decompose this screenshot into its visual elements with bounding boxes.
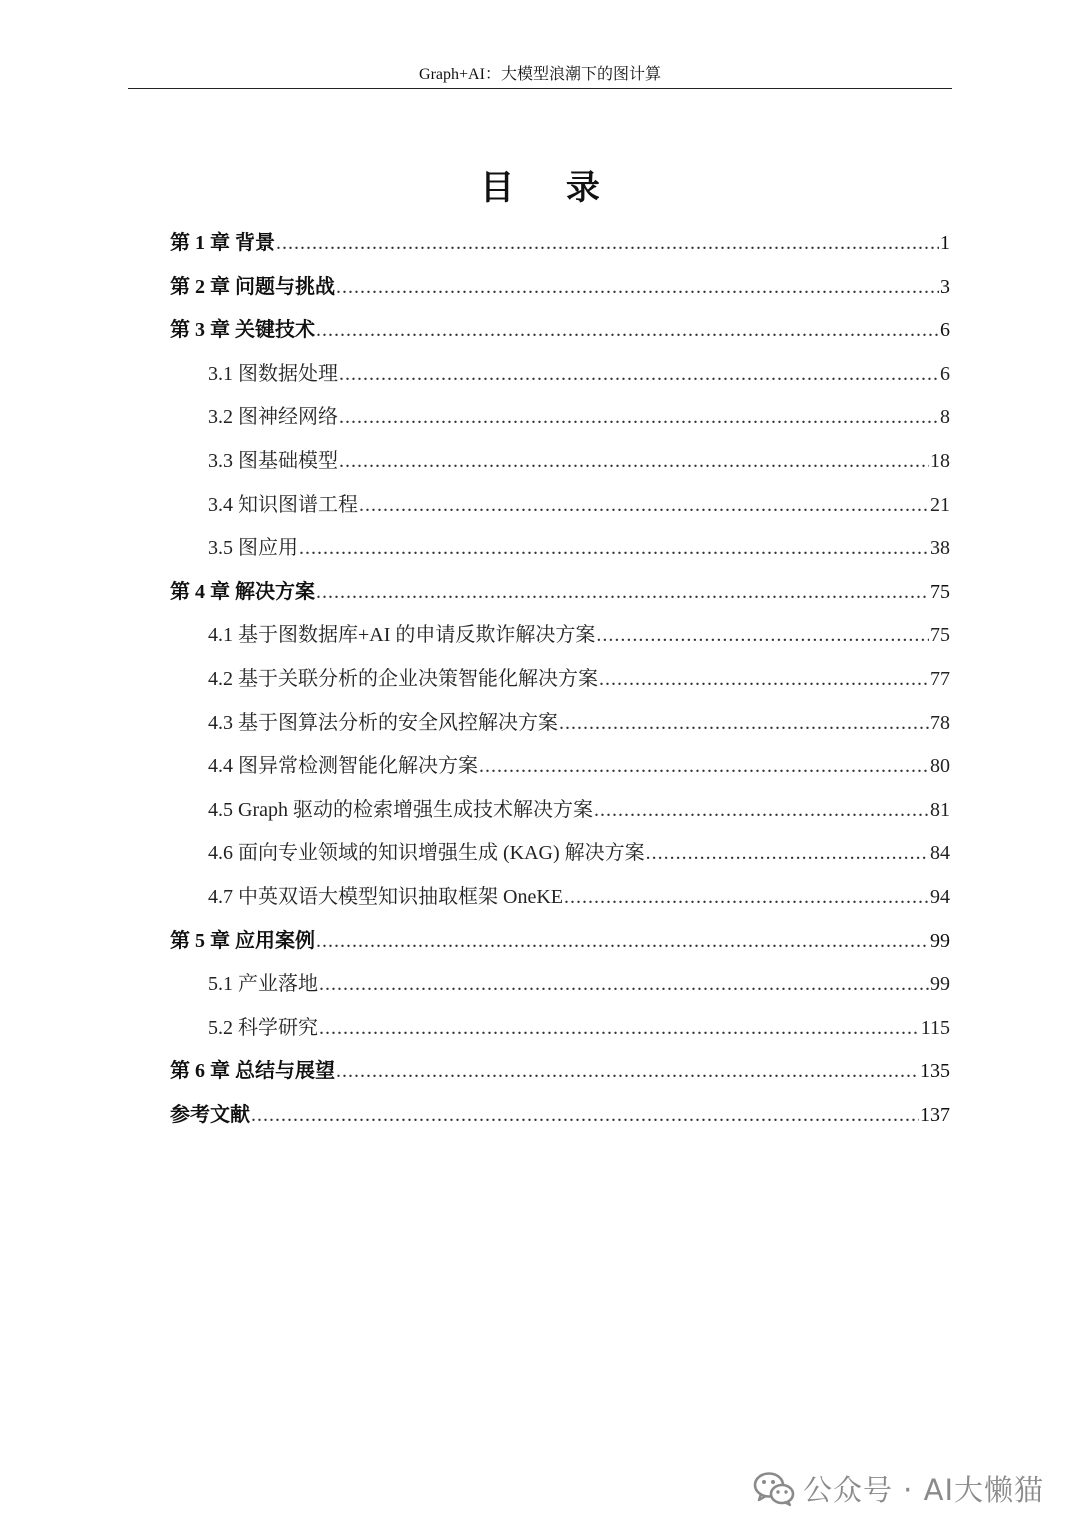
toc-page-number: 6 xyxy=(940,362,950,385)
running-header: Graph+AI：大模型浪潮下的图计算 xyxy=(419,66,661,83)
toc-section-entry xyxy=(170,876,950,920)
toc-page-number: 99 xyxy=(930,973,950,996)
toc-chapter-entry xyxy=(170,309,950,353)
toc-entry-label: 第 1 章 背景 xyxy=(170,232,275,254)
wechat-icon xyxy=(753,1471,795,1507)
toc-page-number: 3 xyxy=(940,275,950,298)
toc-leader-dots xyxy=(336,1050,919,1094)
toc-section-entry xyxy=(170,396,950,440)
toc-leader-dots xyxy=(339,440,929,484)
toc-section-entry xyxy=(170,832,950,876)
toc-leader-dots xyxy=(276,222,939,266)
toc-section-entry xyxy=(170,440,950,484)
toc-page-number: 78 xyxy=(930,711,950,734)
toc-entry-label: 4.3 基于图算法分析的安全风控解决方案 xyxy=(208,711,558,734)
toc-page-number: 84 xyxy=(930,842,950,865)
toc-leader-dots xyxy=(564,876,929,920)
toc-section-entry xyxy=(170,1007,950,1051)
toc-leader-dots xyxy=(559,702,929,746)
toc-page-number: 8 xyxy=(940,406,950,429)
toc-leader-dots xyxy=(319,1007,920,1051)
toc-leader-dots xyxy=(299,527,929,571)
toc-page-number: 94 xyxy=(930,885,950,908)
toc-entry-label: 3.4 知识图谱工程 xyxy=(208,493,358,516)
table-of-contents xyxy=(170,222,950,1137)
toc-entry-label: 4.5 Graph 驱动的检索增强生成技术解决方案 xyxy=(208,798,593,821)
toc-page-number: 137 xyxy=(920,1103,950,1126)
toc-chapter-entry xyxy=(170,1050,950,1094)
toc-leader-dots xyxy=(316,571,929,615)
toc-leader-dots xyxy=(596,614,929,658)
toc-entry-label: 3.5 图应用 xyxy=(208,537,298,560)
toc-entry-label: 第 5 章 应用案例 xyxy=(170,929,315,952)
toc-leader-dots xyxy=(336,266,939,310)
toc-page-number: 75 xyxy=(930,580,950,603)
toc-entry-label: 参考文献 xyxy=(170,1103,250,1126)
toc-page-number: 18 xyxy=(930,449,950,472)
toc-entry-label: 4.7 中英双语大模型知识抽取框架 OneKE xyxy=(208,885,563,908)
toc-entry-label: 4.4 图异常检测智能化解决方案 xyxy=(208,755,478,778)
toc-page-number: 77 xyxy=(930,667,950,690)
toc-leader-dots xyxy=(251,1094,919,1138)
toc-page-number: 135 xyxy=(920,1060,950,1083)
toc-page-number: 6 xyxy=(940,319,950,342)
toc-section-entry xyxy=(170,745,950,789)
toc-chapter-entry xyxy=(170,222,950,266)
toc-chapter-entry xyxy=(170,1094,950,1138)
toc-leader-dots xyxy=(646,832,929,876)
toc-page-number: 21 xyxy=(930,493,950,516)
toc-entry-label: 第 3 章 关键技术 xyxy=(170,319,315,342)
toc-chapter-entry xyxy=(170,266,950,310)
toc-entry-label: 3.2 图神经网络 xyxy=(208,406,338,429)
toc-page-number: 38 xyxy=(930,537,950,560)
toc-page-number: 81 xyxy=(930,798,950,821)
toc-page-number: 80 xyxy=(930,755,950,778)
toc-section-entry xyxy=(170,484,950,528)
toc-entry-label: 第 4 章 解决方案 xyxy=(170,580,315,603)
toc-title: 目 录 xyxy=(480,168,620,208)
toc-entry-label: 4.2 基于关联分析的企业决策智能化解决方案 xyxy=(208,667,598,690)
toc-leader-dots xyxy=(339,353,939,397)
toc-entry-label: 第 2 章 问题与挑战 xyxy=(170,275,335,298)
toc-leader-dots xyxy=(316,309,939,353)
toc-leader-dots xyxy=(316,920,929,964)
toc-entry-label: 3.3 图基础模型 xyxy=(208,449,338,472)
toc-chapter-entry xyxy=(170,571,950,615)
toc-section-entry xyxy=(170,963,950,1007)
watermark-text: 公众号 · AI大懒猫 xyxy=(802,1473,1044,1507)
toc-entry-label: 4.1 基于图数据库+AI 的申请反欺诈解决方案 xyxy=(208,624,596,647)
toc-entry-label: 4.6 面向专业领域的知识增强生成 (KAG) 解决方案 xyxy=(208,842,645,865)
toc-page-number: 115 xyxy=(920,1016,950,1039)
toc-leader-dots xyxy=(599,658,929,702)
toc-leader-dots xyxy=(339,396,939,440)
toc-page-number: 75 xyxy=(930,624,950,647)
toc-entry-label: 5.2 科学研究 xyxy=(208,1016,318,1039)
toc-entry-label: 3.1 图数据处理 xyxy=(208,362,338,385)
watermark xyxy=(753,1468,1044,1509)
toc-entry-label: 第 6 章 总结与展望 xyxy=(170,1060,335,1083)
toc-leader-dots xyxy=(319,963,929,1007)
toc-leader-dots xyxy=(594,789,929,833)
header-divider xyxy=(128,88,952,89)
toc-entry-label: 5.1 产业落地 xyxy=(208,973,318,996)
toc-section-entry xyxy=(170,702,950,746)
toc-section-entry xyxy=(170,658,950,702)
toc-leader-dots xyxy=(359,484,929,528)
toc-leader-dots xyxy=(479,745,929,789)
toc-section-entry xyxy=(170,614,950,658)
toc-page-number: 99 xyxy=(930,929,950,952)
toc-page-number: 1 xyxy=(940,232,950,254)
toc-section-entry xyxy=(170,353,950,397)
toc-section-entry xyxy=(170,789,950,833)
toc-section-entry xyxy=(170,527,950,571)
toc-chapter-entry xyxy=(170,920,950,964)
